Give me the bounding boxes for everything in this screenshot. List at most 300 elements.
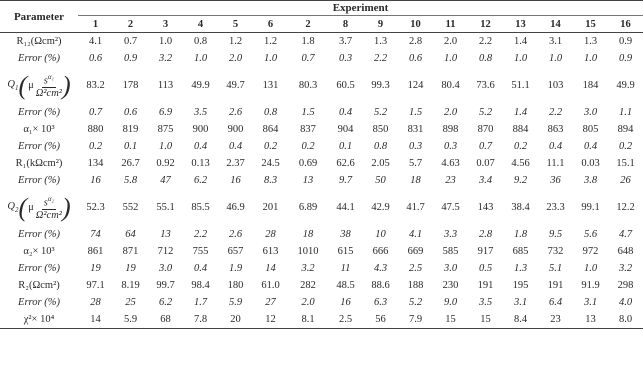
table-cell: 0.6 bbox=[123, 107, 138, 118]
table-cell: 0.3 bbox=[338, 53, 353, 64]
table-cell: 0.1 bbox=[338, 141, 353, 152]
table-row bbox=[0, 294, 643, 311]
table-cell: 15 bbox=[468, 311, 503, 329]
table-cell: 1.0 bbox=[158, 141, 173, 152]
experiment-number: 1 bbox=[78, 16, 113, 33]
table-cell: 124 bbox=[407, 80, 424, 91]
table-cell: 103 bbox=[547, 80, 564, 91]
table-row bbox=[0, 33, 643, 51]
table-cell: 884 bbox=[512, 124, 529, 135]
table-cell: 3.5 bbox=[478, 297, 493, 308]
table-cell: 5.7 bbox=[408, 158, 423, 169]
table-cell: 13 bbox=[302, 175, 314, 186]
table-cell: 5.2 bbox=[373, 107, 388, 118]
table-cell: 184 bbox=[582, 80, 599, 91]
fraction-denominator: Ω²cm² bbox=[35, 210, 62, 222]
table-cell: 1.0 bbox=[583, 263, 598, 274]
row-label: α₁× 10³ bbox=[23, 124, 55, 135]
row-label: R₂(Ωcm²) bbox=[18, 280, 60, 291]
table-cell: 0.8 bbox=[193, 36, 208, 47]
table-cell: 3.2 bbox=[301, 263, 315, 274]
table-cell: 16 bbox=[340, 297, 351, 308]
table-cell: 1.0 bbox=[193, 53, 208, 64]
table-cell: 2.6 bbox=[228, 107, 243, 118]
table-cell: 6.3 bbox=[373, 297, 388, 308]
table-cell: 613 bbox=[262, 246, 279, 257]
table-cell: 850 bbox=[372, 124, 389, 135]
table-cell: 1.8 bbox=[513, 229, 528, 240]
table-cell: 48.5 bbox=[336, 280, 355, 291]
table-cell: 9.7 bbox=[338, 175, 353, 186]
mu-symbol: μ bbox=[28, 80, 34, 91]
table-cell: 113 bbox=[157, 80, 174, 91]
table-cell: 1.8 bbox=[301, 36, 315, 47]
table-cell: 898 bbox=[442, 124, 459, 135]
table-cell: 0.03 bbox=[581, 158, 600, 169]
table-cell: 3.0 bbox=[443, 263, 458, 274]
table-cell: 131 bbox=[262, 80, 279, 91]
left-paren: ( bbox=[18, 192, 28, 222]
table-cell: 861 bbox=[87, 246, 104, 257]
table-cell: 917 bbox=[477, 246, 494, 257]
table-cell: 191 bbox=[477, 280, 494, 291]
table-cell: 4.7 bbox=[618, 229, 633, 240]
table-cell: 6.89 bbox=[298, 202, 318, 213]
table-cell: 2.2 bbox=[193, 229, 208, 240]
table-cell: 3.7 bbox=[338, 36, 353, 47]
table-cell: 10 bbox=[375, 229, 386, 240]
q2-label bbox=[7, 193, 70, 223]
table-cell: 4.3 bbox=[373, 263, 388, 274]
table-row bbox=[0, 311, 643, 329]
table-cell: 615 bbox=[337, 246, 354, 257]
table-cell: 0.9 bbox=[618, 36, 633, 47]
table-cell: 47.5 bbox=[441, 202, 460, 213]
table-cell: 0.2 bbox=[263, 141, 278, 152]
table-cell: 0.07 bbox=[476, 158, 495, 169]
table-cell: 900 bbox=[227, 124, 244, 135]
table-cell: 25 bbox=[125, 297, 136, 308]
row-label bbox=[0, 67, 78, 104]
table-cell: 13 bbox=[573, 311, 608, 329]
table-cell: 864 bbox=[262, 124, 279, 135]
table-cell: 1.0 bbox=[443, 53, 458, 64]
table-cell: 0.2 bbox=[301, 141, 315, 152]
table-cell: 80.4 bbox=[441, 80, 460, 91]
table-cell: 49.7 bbox=[226, 80, 245, 91]
table-cell: 16 bbox=[90, 175, 101, 186]
table-cell: 55.1 bbox=[156, 202, 175, 213]
table-cell: 11.1 bbox=[546, 158, 565, 169]
table-cell: 13 bbox=[160, 229, 171, 240]
table-cell: 1.3 bbox=[513, 263, 528, 274]
table-cell: 3.4 bbox=[478, 175, 493, 186]
table-cell: 2.0 bbox=[443, 107, 458, 118]
experiment-number: 2 bbox=[288, 16, 328, 33]
table-cell: 6.9 bbox=[158, 107, 173, 118]
table-cell: 27 bbox=[265, 297, 276, 308]
table-cell: 0.69 bbox=[298, 158, 318, 169]
table-cell: 64 bbox=[125, 229, 136, 240]
table-cell: 91.9 bbox=[581, 280, 600, 291]
table-cell: 36 bbox=[550, 175, 561, 186]
table-cell: 0.8 bbox=[478, 53, 493, 64]
table-cell: 5.8 bbox=[123, 175, 138, 186]
table-cell: 1.2 bbox=[263, 36, 278, 47]
table-cell: 837 bbox=[300, 124, 316, 135]
table-cell: 9.0 bbox=[443, 297, 458, 308]
table-cell: 3.5 bbox=[193, 107, 208, 118]
experiment-number: 12 bbox=[468, 16, 503, 33]
table-cell: 880 bbox=[87, 124, 104, 135]
table-cell: 4.1 bbox=[408, 229, 423, 240]
table-cell: 9.2 bbox=[513, 175, 528, 186]
table-cell: 49.9 bbox=[191, 80, 210, 91]
table-cell: 552 bbox=[122, 202, 139, 213]
table-cell: 230 bbox=[442, 280, 459, 291]
table-cell: 8.1 bbox=[288, 311, 328, 329]
experiment-header: Experiment bbox=[78, 1, 643, 16]
table-cell: 23 bbox=[538, 311, 573, 329]
table-cell: 1.0 bbox=[513, 53, 528, 64]
table-cell: 3.1 bbox=[548, 36, 563, 47]
table-cell: 85.5 bbox=[191, 202, 210, 213]
left-paren: ( bbox=[18, 70, 28, 100]
table-cell: 73.6 bbox=[476, 80, 495, 91]
table-cell: 972 bbox=[582, 246, 599, 257]
right-paren: ) bbox=[61, 192, 71, 222]
table-cell: 4.0 bbox=[618, 297, 633, 308]
table-cell: 97.1 bbox=[86, 280, 105, 291]
table-cell: 50 bbox=[375, 175, 386, 186]
table-cell: 14 bbox=[78, 311, 113, 329]
unit-fraction bbox=[36, 193, 62, 223]
table-cell: 23 bbox=[445, 175, 456, 186]
table-cell: 5.2 bbox=[478, 107, 493, 118]
table-cell: 28 bbox=[90, 297, 101, 308]
table-cell: 23.3 bbox=[546, 202, 565, 213]
table-cell: 46.9 bbox=[226, 202, 245, 213]
table-cell: 819 bbox=[122, 124, 139, 135]
table-cell: 0.9 bbox=[618, 53, 633, 64]
table-cell: 0.6 bbox=[88, 53, 103, 64]
table-cell: 0.8 bbox=[263, 107, 278, 118]
table-cell: 14 bbox=[265, 263, 276, 274]
table-cell: 755 bbox=[192, 246, 209, 257]
table-cell: 585 bbox=[442, 246, 459, 257]
table-cell: 2.05 bbox=[371, 158, 390, 169]
table-cell: 6.2 bbox=[193, 175, 208, 186]
table-cell: 99.1 bbox=[581, 202, 600, 213]
table-cell: 38.4 bbox=[511, 202, 530, 213]
row-label: Error (%) bbox=[18, 107, 60, 118]
table-cell: 8.4 bbox=[503, 311, 538, 329]
table-cell: 15.1 bbox=[616, 158, 635, 169]
table-cell: 61.0 bbox=[261, 280, 280, 291]
table-cell: 0.8 bbox=[373, 141, 388, 152]
table-cell: 1.2 bbox=[228, 36, 243, 47]
table-cell: 191 bbox=[547, 280, 564, 291]
table-cell: 3.2 bbox=[618, 263, 633, 274]
table-cell: 0.1 bbox=[123, 141, 138, 152]
experiment-number: 15 bbox=[573, 16, 608, 33]
table-cell: 0.4 bbox=[193, 263, 208, 274]
row-label: Error (%) bbox=[18, 175, 60, 186]
table-cell: 24.5 bbox=[261, 158, 280, 169]
table-cell: 44.1 bbox=[336, 202, 355, 213]
table-row bbox=[0, 67, 643, 104]
table-cell: 20 bbox=[218, 311, 253, 329]
table-cell: 669 bbox=[407, 246, 424, 257]
experiment-number: 14 bbox=[538, 16, 573, 33]
fraction-denominator: Ω²cm² bbox=[35, 88, 62, 100]
row-label: Error (%) bbox=[18, 229, 60, 240]
table-cell: 5.2 bbox=[408, 297, 423, 308]
table-cell: 4.56 bbox=[511, 158, 530, 169]
table-cell: 863 bbox=[547, 124, 564, 135]
table-cell: 201 bbox=[262, 202, 279, 213]
table-cell: 1.3 bbox=[373, 36, 388, 47]
numerator-exponent: α₂ bbox=[47, 194, 54, 203]
table-cell: 60.5 bbox=[336, 80, 355, 91]
table-cell: 2.6 bbox=[228, 229, 243, 240]
table-cell: 12.2 bbox=[616, 202, 635, 213]
table-cell: 52.3 bbox=[86, 202, 105, 213]
q-subscript: 2 bbox=[14, 206, 19, 215]
numerator-exponent: α₁ bbox=[47, 72, 54, 81]
table-cell: 0.4 bbox=[193, 141, 208, 152]
table-cell: 712 bbox=[157, 246, 174, 257]
table-cell: 28 bbox=[265, 229, 276, 240]
mu-symbol: μ bbox=[28, 202, 34, 213]
row-label: χ²× 10⁴ bbox=[0, 311, 78, 329]
table-row bbox=[0, 189, 643, 226]
table-cell: 38 bbox=[340, 229, 351, 240]
table-cell: 62.6 bbox=[336, 158, 355, 169]
experiment-number-row bbox=[0, 16, 643, 33]
experiment-number: 4 bbox=[183, 16, 218, 33]
table-cell: 3.1 bbox=[583, 297, 598, 308]
table-cell: 1.0 bbox=[583, 53, 598, 64]
q-symbol: $Q_1$ bbox=[7, 78, 19, 93]
table-cell: 2.8 bbox=[478, 229, 493, 240]
table-cell: 3.3 bbox=[443, 229, 458, 240]
table-cell: 178 bbox=[122, 80, 139, 91]
table-cell: 8.0 bbox=[608, 311, 643, 329]
table-cell: 3.0 bbox=[583, 107, 598, 118]
row-label: α₂× 10³ bbox=[23, 246, 55, 257]
table-cell: 0.7 bbox=[478, 141, 493, 152]
table-cell: 7.8 bbox=[183, 311, 218, 329]
table-cell: 0.3 bbox=[408, 141, 423, 152]
table-cell: 1.9 bbox=[228, 263, 243, 274]
table-cell: 11 bbox=[340, 263, 351, 274]
table-cell: 99.7 bbox=[156, 280, 175, 291]
table-cell: 88.6 bbox=[371, 280, 390, 291]
table-cell: 0.92 bbox=[156, 158, 175, 169]
table-cell: 0.4 bbox=[228, 141, 243, 152]
table-cell: 282 bbox=[300, 280, 316, 291]
table-cell: 3.2 bbox=[158, 53, 173, 64]
table-cell: 1.1 bbox=[618, 107, 633, 118]
experiment-number: 16 bbox=[608, 16, 643, 33]
table-cell: 666 bbox=[372, 246, 389, 257]
table-cell: 685 bbox=[512, 246, 529, 257]
experiment-number: 6 bbox=[253, 16, 288, 33]
experiment-number: 9 bbox=[363, 16, 398, 33]
table-cell: 9.5 bbox=[548, 229, 563, 240]
table-cell: 143 bbox=[477, 202, 494, 213]
table-cell: 19 bbox=[125, 263, 136, 274]
table-cell: 5.9 bbox=[228, 297, 243, 308]
experiment-number: 13 bbox=[503, 16, 538, 33]
table-cell: 1.7 bbox=[193, 297, 208, 308]
table-cell: 68 bbox=[148, 311, 183, 329]
experiment-number: 3 bbox=[148, 16, 183, 33]
table-cell: 134 bbox=[87, 158, 104, 169]
table-cell: 8.3 bbox=[263, 175, 278, 186]
table-cell: 26.7 bbox=[121, 158, 140, 169]
table-cell: 894 bbox=[617, 124, 634, 135]
experiment-number: 2 bbox=[113, 16, 148, 33]
table-cell: 875 bbox=[157, 124, 174, 135]
table-cell: 2.2 bbox=[373, 53, 388, 64]
table-cell: 2.0 bbox=[301, 297, 315, 308]
table-cell: 7.9 bbox=[398, 311, 433, 329]
table-cell: 26 bbox=[620, 175, 631, 186]
table-cell: 3.8 bbox=[583, 175, 598, 186]
table-cell: 0.5 bbox=[478, 263, 493, 274]
row-label: Error (%) bbox=[18, 297, 60, 308]
table-cell: 74 bbox=[90, 229, 101, 240]
table-cell: 805 bbox=[582, 124, 599, 135]
table-cell: 8.19 bbox=[121, 280, 140, 291]
table-cell: 80.3 bbox=[298, 80, 318, 91]
table-cell: 0.4 bbox=[338, 107, 353, 118]
table-row bbox=[0, 155, 643, 172]
q1-label bbox=[7, 71, 70, 101]
table-cell: 0.7 bbox=[301, 53, 315, 64]
table-cell: 732 bbox=[547, 246, 564, 257]
table-cell: 19 bbox=[90, 263, 101, 274]
table-cell: 6.2 bbox=[158, 297, 173, 308]
table-cell: 870 bbox=[477, 124, 494, 135]
table-cell: 4.63 bbox=[441, 158, 460, 169]
experiment-number: 10 bbox=[398, 16, 433, 33]
table-cell: 0.2 bbox=[513, 141, 528, 152]
table-cell: 900 bbox=[192, 124, 209, 135]
table-cell: 1.4 bbox=[513, 107, 528, 118]
table-cell: 657 bbox=[227, 246, 244, 257]
table-cell: 99.3 bbox=[371, 80, 390, 91]
table-cell: 1.4 bbox=[513, 36, 528, 47]
table-cell: 83.2 bbox=[86, 80, 105, 91]
table-cell: 1.5 bbox=[408, 107, 423, 118]
table-row bbox=[0, 260, 643, 277]
table-cell: 5.1 bbox=[548, 263, 563, 274]
table-row bbox=[0, 121, 643, 138]
table-cell: 3.0 bbox=[158, 263, 173, 274]
unit-fraction bbox=[36, 71, 62, 101]
table-cell: 47 bbox=[160, 175, 171, 186]
table-cell: 4.1 bbox=[88, 36, 103, 47]
table-body bbox=[0, 33, 643, 329]
table-cell: 15 bbox=[433, 311, 468, 329]
row-label bbox=[0, 189, 78, 226]
table-cell: 0.9 bbox=[123, 53, 138, 64]
q-subscript: 1 bbox=[14, 84, 19, 93]
table-cell: 56 bbox=[363, 311, 398, 329]
table-cell: 12 bbox=[253, 311, 288, 329]
parameter-header: Parameter bbox=[0, 1, 78, 33]
table-cell: 0.4 bbox=[583, 141, 598, 152]
q-symbol: $Q_2$ bbox=[7, 200, 19, 215]
table-cell: 904 bbox=[337, 124, 354, 135]
table-row bbox=[0, 226, 643, 243]
table-cell: 1.0 bbox=[263, 53, 278, 64]
table-cell: 2.2 bbox=[548, 107, 563, 118]
table-cell: 1.5 bbox=[301, 107, 315, 118]
table-cell: 42.9 bbox=[371, 202, 390, 213]
table-cell: 0.2 bbox=[88, 141, 103, 152]
table-cell: 6.4 bbox=[548, 297, 563, 308]
table-cell: 0.6 bbox=[408, 53, 423, 64]
table-cell: 51.1 bbox=[511, 80, 530, 91]
table-cell: 2.8 bbox=[408, 36, 423, 47]
table-cell: 2.0 bbox=[443, 36, 458, 47]
table-row bbox=[0, 243, 643, 260]
table-cell: 0.7 bbox=[123, 36, 138, 47]
table-cell: 98.4 bbox=[191, 280, 210, 291]
experiment-number: 8 bbox=[328, 16, 363, 33]
table-cell: 298 bbox=[617, 280, 634, 291]
table-cell: 0.7 bbox=[88, 107, 103, 118]
table-cell: 2.5 bbox=[328, 311, 363, 329]
table-cell: 180 bbox=[227, 280, 244, 291]
table-cell: 18 bbox=[410, 175, 421, 186]
fraction-numerator: $s^{\alpha_1}$ bbox=[43, 72, 54, 87]
table-cell: 0.2 bbox=[618, 141, 633, 152]
table-row bbox=[0, 277, 643, 294]
table-cell: 195 bbox=[512, 280, 529, 291]
table-row bbox=[0, 50, 643, 67]
table-cell: 3.1 bbox=[513, 297, 528, 308]
row-label: Error (%) bbox=[18, 141, 60, 152]
table-row bbox=[0, 104, 643, 121]
table-cell: 49.9 bbox=[616, 80, 635, 91]
table-cell: 1.3 bbox=[583, 36, 598, 47]
table-cell: 188 bbox=[407, 280, 424, 291]
table-cell: 1.0 bbox=[548, 53, 563, 64]
row-label: R₁₂(Ωcm²) bbox=[16, 36, 62, 47]
table-cell: 648 bbox=[617, 246, 634, 257]
table-cell: 871 bbox=[122, 246, 139, 257]
table-cell: 41.7 bbox=[406, 202, 425, 213]
table-cell: 2.0 bbox=[228, 53, 243, 64]
fraction-numerator: $s^{\alpha_2}$ bbox=[43, 194, 54, 209]
table-row bbox=[0, 172, 643, 189]
row-label: Error (%) bbox=[18, 53, 60, 64]
table-cell: 2.5 bbox=[408, 263, 423, 274]
row-label: Error (%) bbox=[18, 263, 60, 274]
table-cell: 831 bbox=[407, 124, 424, 135]
experiment-number: 5 bbox=[218, 16, 253, 33]
table-cell: 5.9 bbox=[113, 311, 148, 329]
right-paren: ) bbox=[61, 70, 71, 100]
table-cell: 0.4 bbox=[548, 141, 563, 152]
table-cell: 1010 bbox=[297, 246, 319, 257]
table-cell: 1.0 bbox=[158, 36, 173, 47]
